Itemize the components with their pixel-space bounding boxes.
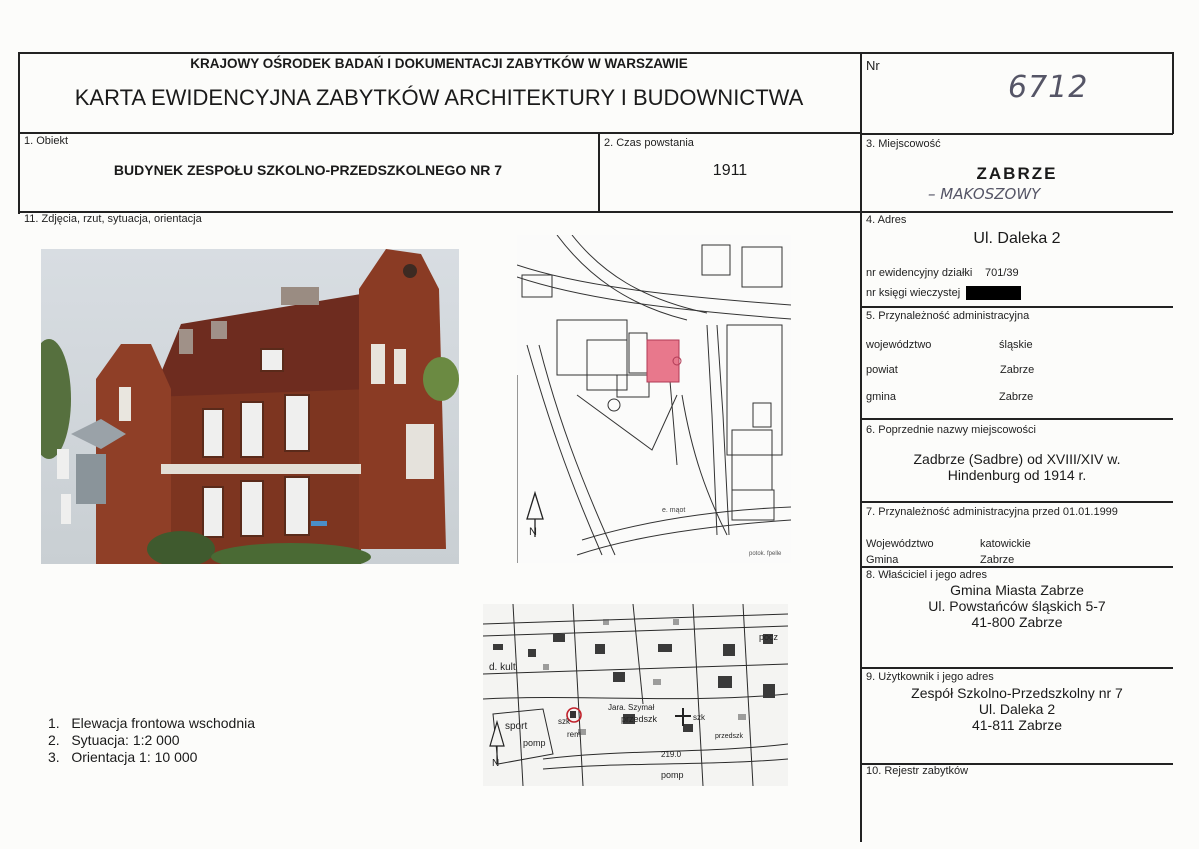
orientation-north-letter: N — [492, 758, 500, 769]
wlasciciel-line-1: Gmina Miasta Zabrze — [950, 582, 1084, 598]
dzialka-label: nr ewidencyjny działki — [866, 267, 973, 279]
wlasciciel-line-3: 41-800 Zabrze — [971, 614, 1063, 630]
divider-poprzednie — [860, 501, 1173, 503]
powiat-value: Zabrze — [1000, 364, 1035, 376]
dzialka-value: 701/39 — [985, 267, 1019, 279]
uzytkownik-label: 9. Użytkownik i jego adres — [866, 671, 994, 683]
miejscowosc-value: ZABRZE — [976, 164, 1058, 183]
przed1999-label: 7. Przynależność administracyjna przed 01.01.1999 — [866, 506, 1118, 518]
map-label-pocz: pocz — [759, 632, 779, 642]
map-label-rem: rem — [567, 730, 581, 739]
uzytkownik-line-3: 41-811 Zabrze — [971, 717, 1062, 733]
zdjecia-label: 11. Zdjęcia, rzut, sytuacja, orientacja — [24, 213, 202, 225]
miejscowosc-label: 3. Miejscowość — [866, 138, 941, 150]
map-label-elevation: 219.0 — [661, 750, 682, 759]
adres-label: 4. Adres — [866, 214, 907, 226]
przed1999-gmina-value: Zabrze — [980, 554, 1015, 566]
divider-przed1999 — [860, 566, 1173, 568]
situation-footer-label: potok. fpelle — [749, 551, 782, 557]
map-label-kult: d. kult — [489, 662, 516, 673]
caption-3: 3. Orientacja 1: 10 000 — [48, 749, 198, 765]
czas-value: 1911 — [712, 162, 748, 179]
gmina-value: Zabrze — [999, 391, 1034, 403]
ksiega-redacted — [966, 286, 1021, 300]
przed1999-woj-key: Województwo — [866, 538, 934, 550]
map-label-pomp-2: pomp — [661, 770, 684, 780]
wlasciciel-line-2: Ul. Powstańców śląskich 5-7 — [928, 598, 1106, 614]
header-bottom-line — [18, 132, 862, 134]
nr-handwritten-value: 6712 — [1008, 70, 1089, 105]
building-photo — [41, 249, 459, 564]
map-label-przedszk: przedszk — [621, 714, 658, 724]
wojewodztwo-value: śląskie — [999, 339, 1033, 351]
caption-2: 2. Sytuacja: 1:2 000 — [48, 732, 180, 748]
miejscowosc-handwritten: – MAKOSZOWY — [928, 185, 1041, 203]
wojewodztwo-key: województwo — [866, 339, 932, 351]
divider-wlasciciel — [860, 667, 1173, 669]
frame-top — [18, 52, 1173, 54]
map-label-przedszk-2: przedszk — [715, 733, 744, 740]
powiat-key: powiat — [866, 364, 898, 376]
uzytkownik-line-1: Zespół Szkolno-Przedszkolny nr 7 — [911, 685, 1123, 701]
divider-przynaleznosc — [860, 418, 1173, 420]
przynaleznosc-label: 5. Przynależność administracyjna — [866, 310, 1030, 322]
situation-map — [517, 235, 791, 563]
frame-left — [18, 52, 20, 214]
nr-label: Nr — [866, 58, 880, 73]
obiekt-label: 1. Obiekt — [24, 135, 69, 147]
situation-street-label: e. mąot — [662, 507, 686, 514]
institution-name: KRAJOWY OŚRODEK BADAŃ I DOKUMENTACJI ZABYTKÓW W WARSZAWIE — [190, 56, 688, 71]
form-title: KARTA EWIDENCYJNA ZABYTKÓW ARCHITEKTURY I BUDOWNICTWA — [74, 85, 804, 110]
divider-adres — [860, 306, 1173, 308]
map-label-szk: szk — [558, 717, 570, 726]
orientation-map — [483, 604, 788, 786]
wlasciciel-label: 8. Właściciel i jego adres — [866, 569, 988, 581]
przed1999-gmina-key: Gmina — [866, 554, 899, 566]
situation-north-letter: N — [529, 526, 537, 538]
caption-1: 1. Elewacja frontowa wschodnia — [48, 715, 255, 731]
czas-label: 2. Czas powstania — [604, 137, 694, 149]
nr-box-right — [1172, 52, 1174, 134]
map-label-street: Jara. Szymał — [608, 703, 655, 712]
gmina-key: gmina — [866, 391, 896, 403]
przed1999-woj-value: katowickie — [980, 538, 1031, 550]
ksiega-label: nr księgi wieczystej — [866, 287, 961, 299]
poprzednie-label: 6. Poprzednie nazwy miejscowości — [866, 424, 1036, 436]
map-label-sport: sport — [505, 721, 528, 732]
poprzednie-line-1: Zadbrze (Sadbre) od XVIII/XIV w. — [913, 451, 1121, 467]
rejestr-label: 10. Rejestr zabytków — [866, 765, 969, 777]
uzytkownik-line-2: Ul. Daleka 2 — [978, 701, 1056, 717]
adres-value: Ul. Daleka 2 — [973, 230, 1061, 247]
nr-box-bottom — [860, 133, 1173, 135]
map-label-szk-2: szk — [693, 713, 705, 722]
poprzednie-line-2: Hindenburg od 1914 r. — [947, 467, 1087, 483]
obiekt-value: BUDYNEK ZESPOŁU SZKOLNO-PRZEDSZKOLNEGO NR 7 — [113, 162, 503, 178]
map-label-pomp: pomp — [523, 738, 546, 748]
